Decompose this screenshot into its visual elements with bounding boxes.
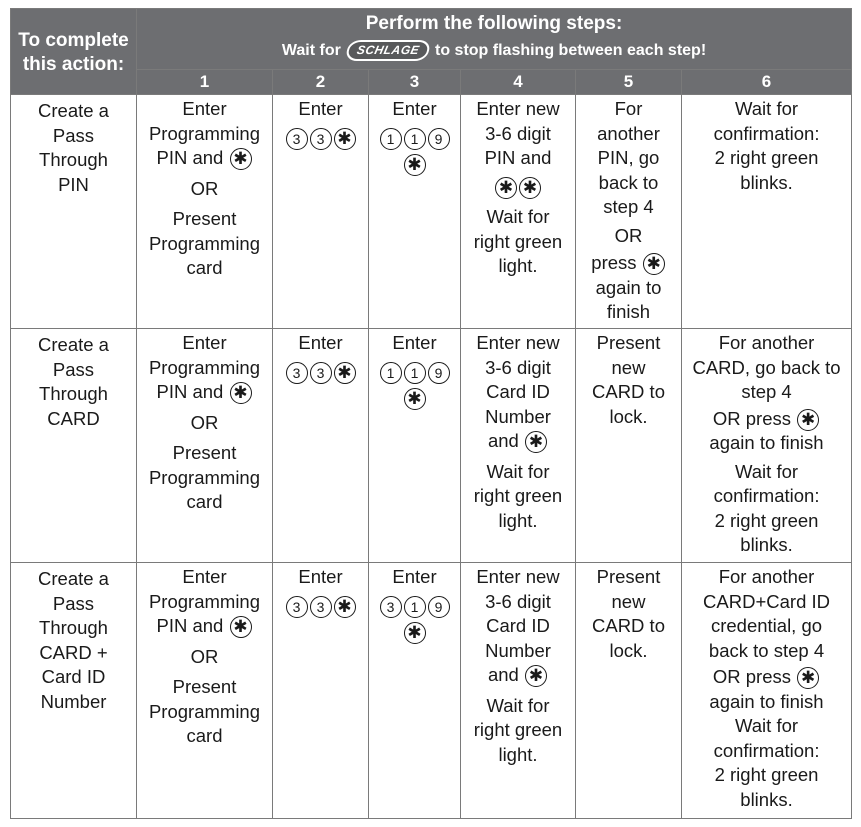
step-text: Wait for (486, 206, 550, 227)
step6-cell (682, 95, 852, 329)
star-key-icon: ✱ (334, 596, 356, 618)
action-text: Create a (38, 334, 109, 355)
step-text: Wait for (486, 694, 550, 716)
step-text: again to (595, 276, 662, 298)
schlage-logo (345, 40, 432, 61)
step5-cell (576, 95, 682, 329)
step-text: Enter (182, 332, 227, 353)
action-text: Pass (52, 124, 95, 146)
action-cell (11, 95, 137, 329)
key-line (369, 152, 460, 177)
programming-steps-table (10, 8, 852, 819)
action-text: PIN (58, 173, 89, 195)
step-text: Enter (298, 98, 343, 119)
step-text (461, 663, 575, 688)
wait-suffix: to stop flashing between each step! (435, 42, 707, 59)
step-text (682, 665, 851, 690)
star-key-icon: ✱ (525, 431, 547, 453)
step-text: another (597, 122, 660, 144)
key-3-icon: 3 (286, 362, 308, 384)
action-text: CARD (47, 407, 100, 429)
step-text: PIN and (156, 381, 224, 402)
or-text: OR (614, 224, 643, 246)
step-text: new (611, 590, 646, 612)
action-text: Card ID (41, 666, 106, 687)
step-text: light. (498, 255, 538, 276)
key-1-icon: 1 (380, 362, 402, 384)
step-text: PIN and (156, 147, 224, 168)
key-3-icon: 3 (286, 128, 308, 150)
table-row (11, 95, 852, 329)
step-text: confirmation: (713, 122, 820, 144)
step-text: Card ID (486, 615, 550, 636)
step-text: Present (596, 566, 661, 587)
step-text: Enter new (476, 332, 560, 353)
step-text: Enter new (476, 98, 560, 119)
wait-prefix: Wait for (281, 42, 341, 59)
step-text: blinks. (740, 534, 793, 555)
step-text: CARD+Card ID (703, 590, 830, 612)
step-text: Number (485, 405, 551, 427)
step-text: credential, go (710, 615, 823, 636)
step-text: OR press (712, 666, 792, 687)
key-9-icon: 9 (428, 128, 450, 150)
step3-cell (369, 563, 461, 819)
step-text: and (487, 430, 519, 451)
step-text: PIN and (156, 615, 224, 636)
step-text: confirmation: (713, 485, 820, 506)
step-text: press (591, 252, 637, 273)
logo-text: SCHLAGE (355, 43, 421, 58)
key-3-icon: 3 (286, 596, 308, 618)
star-key-icon: ✱ (525, 665, 547, 687)
key-sequence (285, 594, 357, 619)
step-text: step 4 (603, 196, 654, 217)
step-text: card (186, 491, 223, 512)
step-text: PIN and (484, 147, 552, 168)
key-3-icon: 3 (310, 128, 332, 150)
key-3-icon: 3 (310, 596, 332, 618)
step-text: again to finish (709, 432, 824, 453)
step-text (461, 429, 575, 454)
star-key-icon: ✱ (404, 622, 426, 644)
action-cell (11, 329, 137, 563)
step2-cell (273, 329, 369, 563)
step-number-6: 6 (682, 70, 852, 95)
step-number-1: 1 (137, 70, 273, 95)
step-text: For another (718, 332, 815, 353)
step-text: Wait for (734, 460, 799, 482)
action-header-line1: To complete (18, 29, 129, 51)
or-text: OR (190, 645, 219, 667)
or-text: OR (190, 177, 219, 199)
step-text: 3-6 digit (485, 356, 551, 378)
step-text (682, 407, 851, 432)
step-text: Wait for (734, 715, 799, 736)
star-key-icon: ✱ (797, 409, 819, 431)
action-text: Pass (52, 358, 95, 380)
key-3-icon: 3 (380, 596, 402, 618)
key-1-icon: 1 (404, 596, 426, 618)
step-text: Number (485, 639, 551, 661)
step-text: blinks. (740, 788, 793, 810)
step-text: OR press (712, 407, 792, 429)
key-line (461, 175, 575, 200)
step5-cell (576, 563, 682, 819)
key-1-icon: 1 (404, 362, 426, 384)
step-text: 2 right green (714, 509, 819, 531)
action-text: Through (39, 383, 108, 404)
key-sequence (285, 360, 357, 385)
step-text: Enter (182, 98, 227, 119)
step-text: Enter (298, 332, 343, 353)
action-text: Pass (52, 592, 95, 614)
step-text: again to finish (709, 690, 824, 712)
step-text: CARD to (592, 381, 665, 402)
star-key-icon: ✱ (334, 128, 356, 150)
step-text: right green (473, 485, 563, 506)
step-text: Present (172, 208, 237, 229)
step-text: Enter (182, 566, 227, 587)
action-text: Create a (38, 100, 109, 121)
key-1-icon: 1 (380, 128, 402, 150)
step-text: Wait for (734, 98, 799, 119)
action-text: Through (39, 149, 108, 170)
step-text: PIN, go (597, 147, 660, 168)
step-text: finish (606, 301, 651, 322)
header-row (11, 9, 852, 70)
step-text: confirmation: (713, 739, 820, 761)
step-text: Programming (148, 466, 261, 488)
star-key-icon: ✱ (797, 667, 819, 689)
step-text: Present (596, 332, 661, 353)
step-text: For another (718, 566, 815, 587)
step-text: Enter (298, 566, 343, 587)
step-text: Present (172, 442, 237, 463)
step-text: card (186, 725, 223, 746)
step-text: right green (473, 230, 563, 252)
step-text: Programming (148, 356, 261, 378)
action-header-line2: this action: (22, 53, 125, 75)
star-key-icon: ✱ (495, 177, 517, 199)
step4-cell (461, 563, 576, 819)
step-text: CARD to (592, 615, 665, 636)
step-text: card (186, 257, 223, 278)
step-text: lock. (609, 405, 648, 427)
key-sequence (379, 594, 451, 619)
step-number-3: 3 (369, 70, 461, 95)
action-text: Create a (38, 568, 109, 589)
table-row (11, 329, 852, 563)
step-text: back to (598, 171, 659, 193)
steps-header (137, 9, 852, 70)
step-text (576, 251, 681, 276)
star-key-icon: ✱ (230, 148, 252, 170)
star-key-icon: ✱ (334, 362, 356, 384)
or-text: OR (190, 411, 219, 433)
step-text: Wait for (486, 460, 550, 482)
step-text: and (487, 664, 519, 685)
step-text: light. (498, 743, 538, 765)
star-key-icon: ✱ (643, 253, 665, 275)
step-text: CARD, go back to (692, 356, 841, 378)
key-sequence (379, 360, 451, 385)
step-text: Card ID (486, 381, 550, 402)
step-text: back to step 4 (708, 639, 825, 661)
step1-cell (137, 563, 273, 819)
step-number-2: 2 (273, 70, 369, 95)
star-key-icon: ✱ (230, 616, 252, 638)
step4-cell (461, 95, 576, 329)
action-text: Through (39, 617, 108, 638)
step2-cell (273, 563, 369, 819)
step-text: Enter new (476, 566, 560, 587)
step4-cell (461, 329, 576, 563)
step1-cell (137, 95, 273, 329)
star-key-icon: ✱ (404, 388, 426, 410)
star-key-icon: ✱ (519, 177, 541, 199)
key-line (369, 386, 460, 411)
step-text: lock. (609, 639, 648, 661)
step6-cell (682, 329, 852, 563)
step-text: new (611, 356, 646, 378)
step3-cell (369, 329, 461, 563)
step-text: For (614, 98, 643, 119)
step-text: light. (498, 509, 538, 531)
action-text: CARD + (39, 641, 108, 663)
star-key-icon: ✱ (230, 382, 252, 404)
step-text (137, 380, 272, 405)
step-text: Programming (148, 122, 261, 144)
step-number-5: 5 (576, 70, 682, 95)
action-cell (11, 563, 137, 819)
step3-cell (369, 95, 461, 329)
action-column-header (11, 9, 137, 95)
step-text: Enter (392, 566, 437, 587)
step-text: Programming (148, 590, 261, 612)
step-text: Present (172, 676, 237, 697)
key-sequence (379, 126, 451, 151)
star-key-icon: ✱ (404, 154, 426, 176)
step-text: blinks. (740, 171, 793, 193)
key-sequence (285, 126, 357, 151)
step-text: Programming (148, 700, 261, 722)
step-text: 2 right green (714, 147, 819, 168)
step2-cell (273, 95, 369, 329)
step-text: right green (473, 719, 563, 740)
step-text: step 4 (741, 381, 792, 402)
step1-cell (137, 329, 273, 563)
key-1-icon: 1 (404, 128, 426, 150)
key-3-icon: 3 (310, 362, 332, 384)
key-9-icon: 9 (428, 362, 450, 384)
key-line (369, 620, 460, 645)
step6-cell (682, 563, 852, 819)
step5-cell (576, 329, 682, 563)
step-text: Enter (392, 98, 437, 119)
step-text: 3-6 digit (485, 122, 551, 144)
wait-instruction (137, 39, 851, 63)
steps-title: Perform the following steps: (365, 13, 623, 34)
step-text (137, 146, 272, 171)
step-text: Enter (392, 332, 437, 353)
step-text: 2 right green (714, 764, 819, 785)
step-number-4: 4 (461, 70, 576, 95)
table-row (11, 563, 852, 819)
action-text: Number (40, 690, 107, 712)
step-text: 3-6 digit (485, 590, 551, 612)
step-text: Programming (148, 232, 261, 254)
step-number-row (11, 70, 852, 95)
key-9-icon: 9 (428, 596, 450, 618)
step-text (137, 614, 272, 639)
